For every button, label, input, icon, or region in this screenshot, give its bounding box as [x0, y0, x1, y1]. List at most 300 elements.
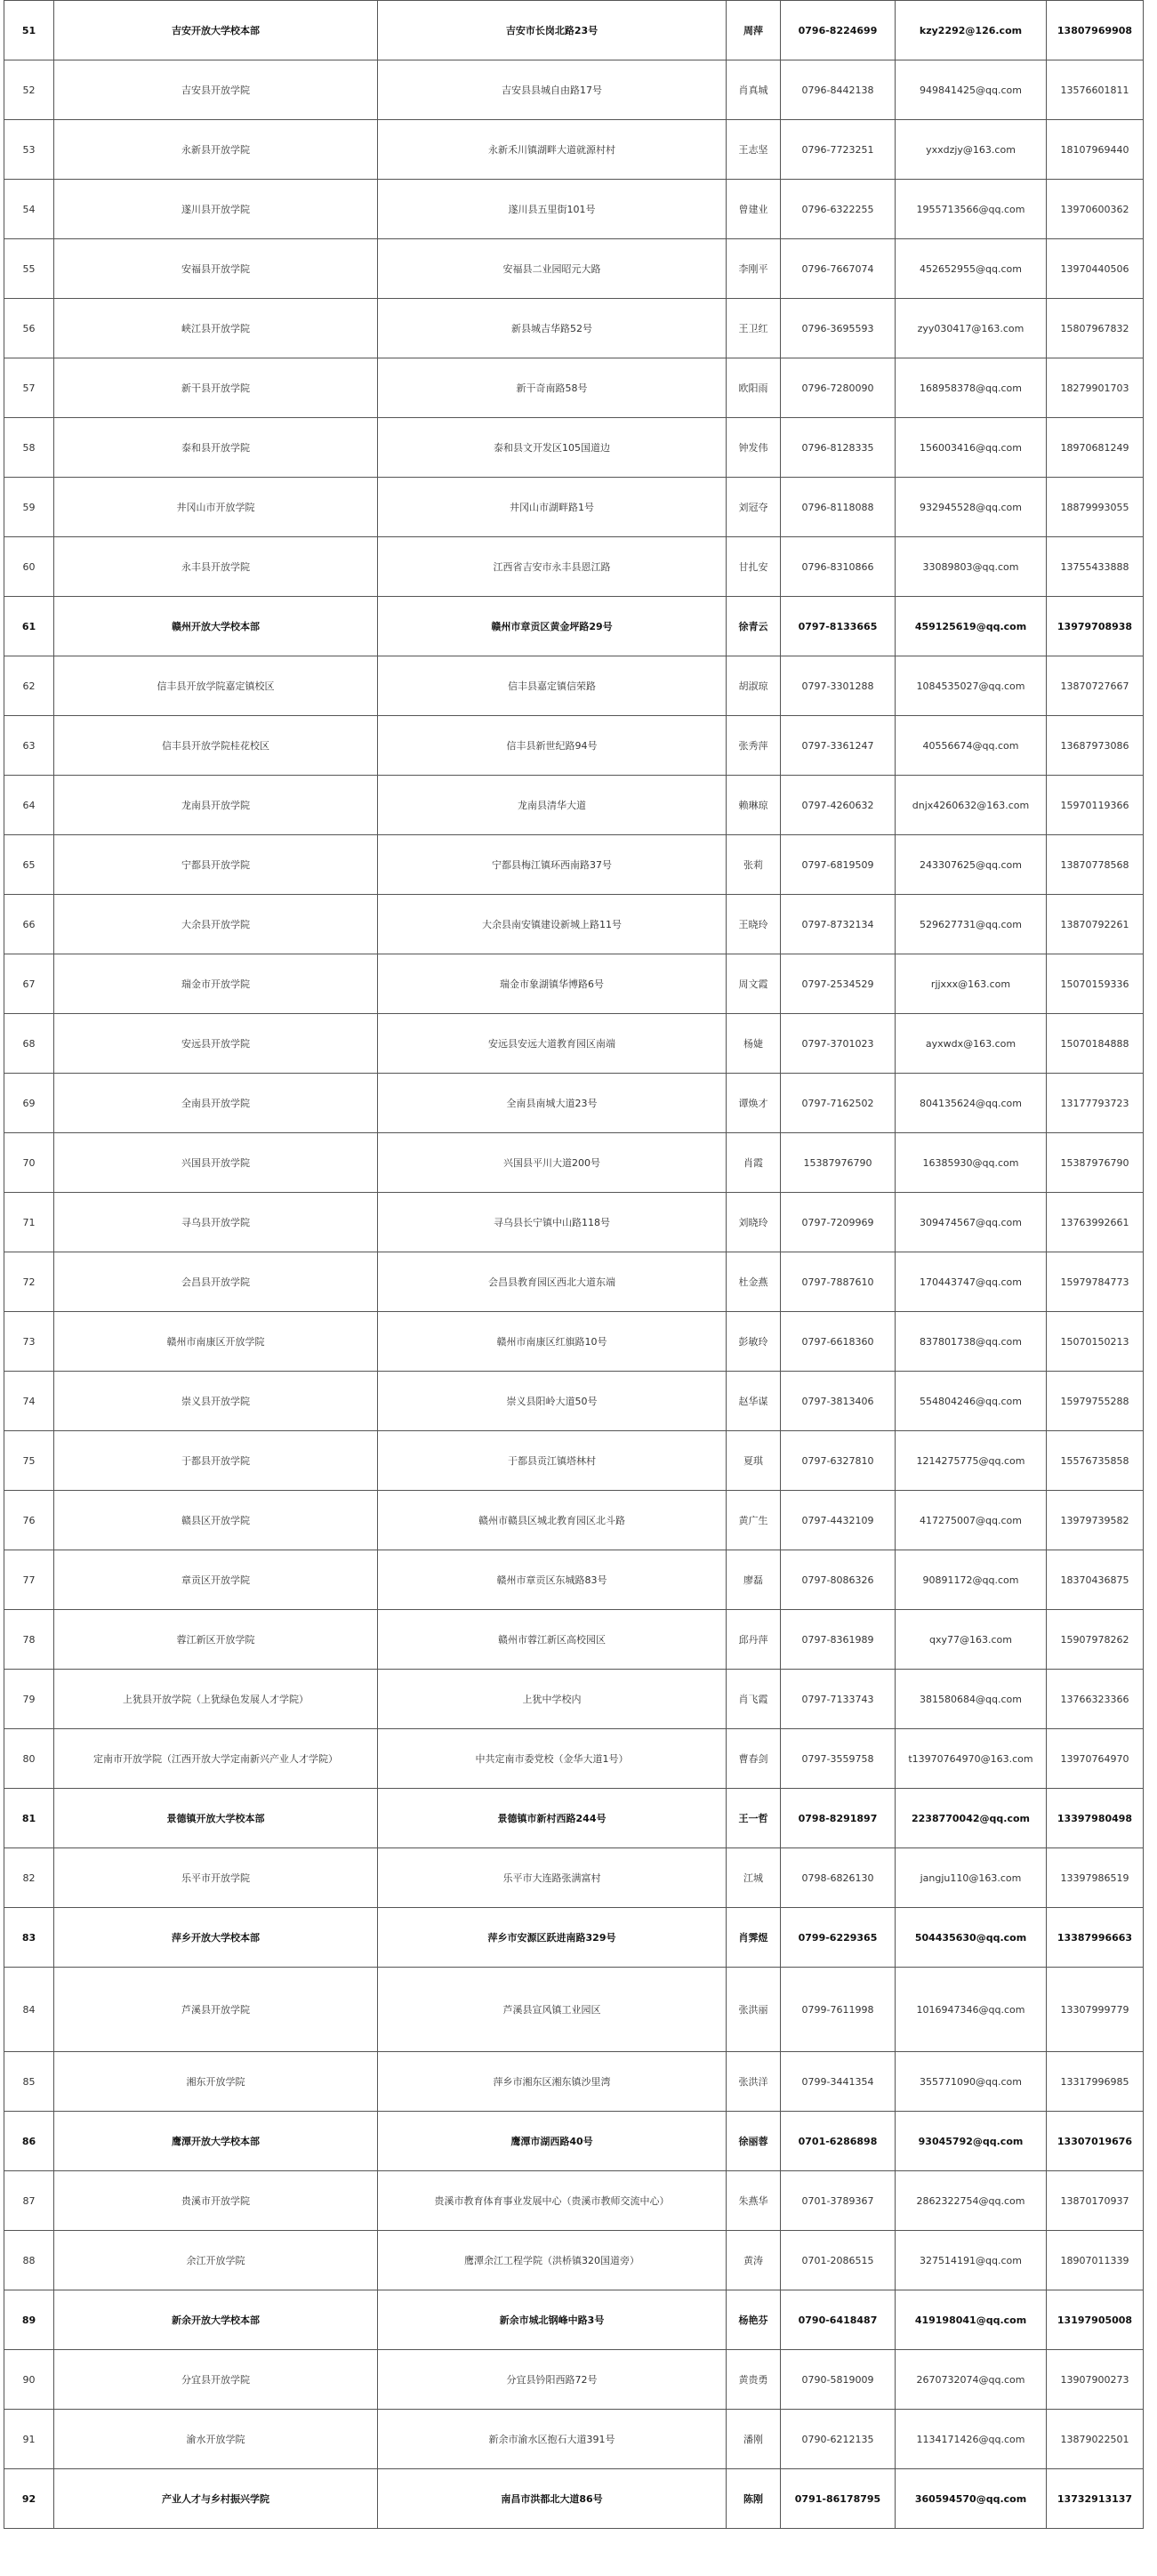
institution-name-cell: 芦溪县开放学院 — [54, 1968, 378, 2052]
email-cell: 1214275775@qq.com — [896, 1431, 1047, 1491]
contact-person-cell: 邱丹萍 — [727, 1610, 781, 1670]
phone-cell: 0797-8732134 — [781, 895, 896, 954]
contact-person-cell: 潘刚 — [727, 2410, 781, 2469]
email-cell: 554804246@qq.com — [896, 1372, 1047, 1431]
mobile-cell: 18907011339 — [1047, 2231, 1144, 2290]
institution-name-cell: 永丰县开放学院 — [54, 537, 378, 597]
mobile-cell: 15576735858 — [1047, 1431, 1144, 1491]
contact-person-cell: 夏琪 — [727, 1431, 781, 1491]
contact-person-cell: 甘扎安 — [727, 537, 781, 597]
phone-cell: 0797-4260632 — [781, 776, 896, 835]
row-number-cell: 80 — [4, 1729, 54, 1789]
email-cell: 309474567@qq.com — [896, 1193, 1047, 1252]
table-row — [4, 2350, 1144, 2410]
mobile-cell: 13807969908 — [1047, 1, 1144, 60]
address-cell: 大余县南安镇建设新城上路11号 — [378, 895, 727, 954]
table-row — [4, 1431, 1144, 1491]
phone-cell: 0799-3441354 — [781, 2052, 896, 2112]
contact-person-cell: 周萍 — [727, 1, 781, 60]
mobile-cell: 13197905008 — [1047, 2290, 1144, 2350]
address-cell: 遂川县五里街101号 — [378, 180, 727, 239]
mobile-cell: 15979784773 — [1047, 1252, 1144, 1312]
mobile-cell: 13576601811 — [1047, 60, 1144, 120]
mobile-cell: 13970600362 — [1047, 180, 1144, 239]
table-row — [4, 1848, 1144, 1908]
address-cell: 萍乡市安源区跃进南路329号 — [378, 1908, 727, 1968]
address-cell: 中共定南市委党校（金华大道1号） — [378, 1729, 727, 1789]
address-cell: 赣州市蓉江新区高校园区 — [378, 1610, 727, 1670]
email-cell: 452652955@qq.com — [896, 239, 1047, 299]
phone-cell: 0797-3701023 — [781, 1014, 896, 1074]
row-number-cell: 71 — [4, 1193, 54, 1252]
institution-name-cell: 湘东开放学院 — [54, 2052, 378, 2112]
institution-name-cell: 峡江县开放学院 — [54, 299, 378, 358]
email-cell: 1134171426@qq.com — [896, 2410, 1047, 2469]
institution-name-cell: 安福县开放学院 — [54, 239, 378, 299]
contact-person-cell: 彭敏玲 — [727, 1312, 781, 1372]
mobile-cell: 13755433888 — [1047, 537, 1144, 597]
contact-person-cell: 肖真城 — [727, 60, 781, 120]
row-number-cell: 74 — [4, 1372, 54, 1431]
table-body — [4, 1, 1144, 2529]
address-cell: 寻乌县长宁镇中山路118号 — [378, 1193, 727, 1252]
email-cell: dnjx4260632@163.com — [896, 776, 1047, 835]
institution-name-cell: 永新县开放学院 — [54, 120, 378, 180]
mobile-cell: 13397980498 — [1047, 1789, 1144, 1848]
mobile-cell: 13970440506 — [1047, 239, 1144, 299]
row-number-cell: 87 — [4, 2171, 54, 2231]
row-number-cell: 73 — [4, 1312, 54, 1372]
mobile-cell: 13870792261 — [1047, 895, 1144, 954]
contact-person-cell: 曾建业 — [727, 180, 781, 239]
phone-cell: 0796-8224699 — [781, 1, 896, 60]
email-cell: 327514191@qq.com — [896, 2231, 1047, 2290]
mobile-cell: 13307999779 — [1047, 1968, 1144, 2052]
mobile-cell: 13879022501 — [1047, 2410, 1144, 2469]
address-cell: 安福县二业园昭元大路 — [378, 239, 727, 299]
phone-cell: 0797-8133665 — [781, 597, 896, 656]
phone-cell: 0797-7887610 — [781, 1252, 896, 1312]
row-number-cell: 88 — [4, 2231, 54, 2290]
contact-person-cell: 张秀萍 — [727, 716, 781, 776]
email-cell: yxxdzjy@163.com — [896, 120, 1047, 180]
address-cell: 吉安县县城自由路17号 — [378, 60, 727, 120]
institution-name-cell: 吉安县开放学院 — [54, 60, 378, 120]
contact-person-cell: 王晓玲 — [727, 895, 781, 954]
row-number-cell: 84 — [4, 1968, 54, 2052]
institution-name-cell: 遂川县开放学院 — [54, 180, 378, 239]
institution-name-cell: 赣州市南康区开放学院 — [54, 1312, 378, 1372]
address-cell: 全南县南城大道23号 — [378, 1074, 727, 1133]
contact-person-cell: 徐丽蓉 — [727, 2112, 781, 2171]
table-row — [4, 1074, 1144, 1133]
mobile-cell: 15070184888 — [1047, 1014, 1144, 1074]
email-cell: rjjxxx@163.com — [896, 954, 1047, 1014]
row-number-cell: 51 — [4, 1, 54, 60]
phone-cell: 0796-8128335 — [781, 418, 896, 478]
contact-person-cell: 杨婕 — [727, 1014, 781, 1074]
mobile-cell: 13763992661 — [1047, 1193, 1144, 1252]
institution-name-cell: 蓉江新区开放学院 — [54, 1610, 378, 1670]
mobile-cell: 13979708938 — [1047, 597, 1144, 656]
mobile-cell: 15387976790 — [1047, 1133, 1144, 1193]
institution-name-cell: 泰和县开放学院 — [54, 418, 378, 478]
row-number-cell: 70 — [4, 1133, 54, 1193]
institution-name-cell: 龙南县开放学院 — [54, 776, 378, 835]
phone-cell: 0797-2534529 — [781, 954, 896, 1014]
email-cell: 360594570@qq.com — [896, 2469, 1047, 2529]
mobile-cell: 13907900273 — [1047, 2350, 1144, 2410]
table-row — [4, 1193, 1144, 1252]
address-cell: 新余市渝水区抱石大道391号 — [378, 2410, 727, 2469]
mobile-cell: 15070150213 — [1047, 1312, 1144, 1372]
institution-name-cell: 寻乌县开放学院 — [54, 1193, 378, 1252]
email-cell: 170443747@qq.com — [896, 1252, 1047, 1312]
mobile-cell: 13970764970 — [1047, 1729, 1144, 1789]
row-number-cell: 60 — [4, 537, 54, 597]
phone-cell: 0797-7133743 — [781, 1670, 896, 1729]
address-cell: 贵溪市教育体育事业发展中心（贵溪市教师交流中心） — [378, 2171, 727, 2231]
institution-name-cell: 鹰潭开放大学校本部 — [54, 2112, 378, 2171]
phone-cell: 0796-8118088 — [781, 478, 896, 537]
email-cell: 459125619@qq.com — [896, 597, 1047, 656]
contact-person-cell: 江城 — [727, 1848, 781, 1908]
table-row — [4, 1729, 1144, 1789]
table-row — [4, 299, 1144, 358]
contact-person-cell: 张莉 — [727, 835, 781, 895]
row-number-cell: 66 — [4, 895, 54, 954]
row-number-cell: 91 — [4, 2410, 54, 2469]
address-cell: 江西省吉安市永丰县恩江路 — [378, 537, 727, 597]
institution-name-cell: 乐平市开放学院 — [54, 1848, 378, 1908]
email-cell: 417275007@qq.com — [896, 1491, 1047, 1550]
contact-person-cell: 黄涛 — [727, 2231, 781, 2290]
phone-cell: 0797-8086326 — [781, 1550, 896, 1610]
row-number-cell: 78 — [4, 1610, 54, 1670]
contact-person-cell: 赵华谋 — [727, 1372, 781, 1431]
address-cell: 赣州市赣县区城北教育园区北斗路 — [378, 1491, 727, 1550]
address-cell: 乐平市大连路张满富村 — [378, 1848, 727, 1908]
contact-person-cell: 刘晓玲 — [727, 1193, 781, 1252]
address-cell: 泰和县文开发区105国道边 — [378, 418, 727, 478]
address-cell: 会昌县教育园区西北大道东端 — [378, 1252, 727, 1312]
row-number-cell: 90 — [4, 2350, 54, 2410]
contact-person-cell: 谭焕才 — [727, 1074, 781, 1133]
row-number-cell: 56 — [4, 299, 54, 358]
address-cell: 景德镇市新村西路244号 — [378, 1789, 727, 1848]
mobile-cell: 13397986519 — [1047, 1848, 1144, 1908]
table-row — [4, 1968, 1144, 2052]
email-cell: 1084535027@qq.com — [896, 656, 1047, 716]
row-number-cell: 53 — [4, 120, 54, 180]
email-cell: 2862322754@qq.com — [896, 2171, 1047, 2231]
table-row — [4, 895, 1144, 954]
address-cell: 龙南县清华大道 — [378, 776, 727, 835]
table-row — [4, 239, 1144, 299]
contact-person-cell: 朱燕华 — [727, 2171, 781, 2231]
table-row — [4, 418, 1144, 478]
table-row — [4, 1550, 1144, 1610]
address-cell: 分宜县钤阳西路72号 — [378, 2350, 727, 2410]
table-row — [4, 2469, 1144, 2529]
row-number-cell: 79 — [4, 1670, 54, 1729]
email-cell: kzy2292@126.com — [896, 1, 1047, 60]
row-number-cell: 57 — [4, 358, 54, 418]
contact-person-cell: 王一哲 — [727, 1789, 781, 1848]
phone-cell: 0797-6327810 — [781, 1431, 896, 1491]
address-cell: 萍乡市湘东区湘东镇沙里湾 — [378, 2052, 727, 2112]
email-cell: 2670732074@qq.com — [896, 2350, 1047, 2410]
row-number-cell: 69 — [4, 1074, 54, 1133]
table-row — [4, 597, 1144, 656]
mobile-cell: 13387996663 — [1047, 1908, 1144, 1968]
institution-name-cell: 会昌县开放学院 — [54, 1252, 378, 1312]
table-row — [4, 60, 1144, 120]
institution-name-cell: 大余县开放学院 — [54, 895, 378, 954]
table-row — [4, 776, 1144, 835]
mobile-cell: 18107969440 — [1047, 120, 1144, 180]
table-row — [4, 835, 1144, 895]
mobile-cell: 13870727667 — [1047, 656, 1144, 716]
row-number-cell: 89 — [4, 2290, 54, 2350]
table-row — [4, 1610, 1144, 1670]
contact-person-cell: 黄广生 — [727, 1491, 781, 1550]
email-cell: 1016947346@qq.com — [896, 1968, 1047, 2052]
email-cell: 932945528@qq.com — [896, 478, 1047, 537]
phone-cell: 0790-6418487 — [781, 2290, 896, 2350]
institution-name-cell: 贵溪市开放学院 — [54, 2171, 378, 2231]
institution-name-cell: 新余开放大学校本部 — [54, 2290, 378, 2350]
phone-cell: 0797-3813406 — [781, 1372, 896, 1431]
contact-person-cell: 胡淑琼 — [727, 656, 781, 716]
phone-cell: 0797-3361247 — [781, 716, 896, 776]
mobile-cell: 18279901703 — [1047, 358, 1144, 418]
institution-name-cell: 景德镇开放大学校本部 — [54, 1789, 378, 1848]
phone-cell: 0797-6819509 — [781, 835, 896, 895]
table-row — [4, 954, 1144, 1014]
email-cell: jangju110@163.com — [896, 1848, 1047, 1908]
address-cell: 鹰潭市湖西路40号 — [378, 2112, 727, 2171]
address-cell: 上犹中学校内 — [378, 1670, 727, 1729]
address-cell: 崇义县阳岭大道50号 — [378, 1372, 727, 1431]
row-number-cell: 81 — [4, 1789, 54, 1848]
row-number-cell: 52 — [4, 60, 54, 120]
row-number-cell: 61 — [4, 597, 54, 656]
institution-name-cell: 定南市开放学院（江西开放大学定南新兴产业人才学院） — [54, 1729, 378, 1789]
institution-name-cell: 安远县开放学院 — [54, 1014, 378, 1074]
row-number-cell: 85 — [4, 2052, 54, 2112]
table-row — [4, 2290, 1144, 2350]
contact-person-cell: 李刚平 — [727, 239, 781, 299]
email-cell: zyy030417@163.com — [896, 299, 1047, 358]
contact-person-cell: 刘冠夺 — [727, 478, 781, 537]
contact-person-cell: 廖磊 — [727, 1550, 781, 1610]
phone-cell: 0796-6322255 — [781, 180, 896, 239]
address-cell: 吉安市长岗北路23号 — [378, 1, 727, 60]
row-number-cell: 63 — [4, 716, 54, 776]
mobile-cell: 18370436875 — [1047, 1550, 1144, 1610]
contact-person-cell: 肖霁煜 — [727, 1908, 781, 1968]
contact-person-cell: 张洪丽 — [727, 1968, 781, 2052]
email-cell: ayxwdx@163.com — [896, 1014, 1047, 1074]
row-number-cell: 77 — [4, 1550, 54, 1610]
mobile-cell: 15907978262 — [1047, 1610, 1144, 1670]
email-cell: 16385930@qq.com — [896, 1133, 1047, 1193]
mobile-cell: 15970119366 — [1047, 776, 1144, 835]
contact-person-cell: 肖霞 — [727, 1133, 781, 1193]
email-cell: 2238770042@qq.com — [896, 1789, 1047, 1848]
email-cell: 1955713566@qq.com — [896, 180, 1047, 239]
institution-name-cell: 吉安开放大学校本部 — [54, 1, 378, 60]
address-cell: 于都县贡江镇塔林村 — [378, 1431, 727, 1491]
email-cell: 381580684@qq.com — [896, 1670, 1047, 1729]
phone-cell: 0797-7162502 — [781, 1074, 896, 1133]
address-cell: 新余市城北钢峰中路3号 — [378, 2290, 727, 2350]
mobile-cell: 13307019676 — [1047, 2112, 1144, 2171]
institution-name-cell: 信丰县开放学院桂花校区 — [54, 716, 378, 776]
row-number-cell: 55 — [4, 239, 54, 299]
table-row — [4, 2231, 1144, 2290]
phone-cell: 0797-8361989 — [781, 1610, 896, 1670]
institution-name-cell: 余江开放学院 — [54, 2231, 378, 2290]
mobile-cell: 18970681249 — [1047, 418, 1144, 478]
email-cell: 949841425@qq.com — [896, 60, 1047, 120]
phone-cell: 0796-7280090 — [781, 358, 896, 418]
table-row — [4, 478, 1144, 537]
contact-person-cell: 陈刚 — [727, 2469, 781, 2529]
phone-cell: 0796-8442138 — [781, 60, 896, 120]
table-row — [4, 2112, 1144, 2171]
email-cell: 90891172@qq.com — [896, 1550, 1047, 1610]
email-cell: 804135624@qq.com — [896, 1074, 1047, 1133]
contact-person-cell: 徐青云 — [727, 597, 781, 656]
phone-cell: 0701-2086515 — [781, 2231, 896, 2290]
institution-name-cell: 宁都县开放学院 — [54, 835, 378, 895]
institution-name-cell: 全南县开放学院 — [54, 1074, 378, 1133]
table-row — [4, 1372, 1144, 1431]
phone-cell: 0797-6618360 — [781, 1312, 896, 1372]
row-number-cell: 75 — [4, 1431, 54, 1491]
table-row — [4, 180, 1144, 239]
email-cell: 93045792@qq.com — [896, 2112, 1047, 2171]
contact-person-cell: 黄贵勇 — [727, 2350, 781, 2410]
contact-person-cell: 周文霞 — [727, 954, 781, 1014]
institution-name-cell: 产业人才与乡村振兴学院 — [54, 2469, 378, 2529]
institution-name-cell: 赣县区开放学院 — [54, 1491, 378, 1550]
institution-name-cell: 章贡区开放学院 — [54, 1550, 378, 1610]
mobile-cell: 15979755288 — [1047, 1372, 1144, 1431]
row-number-cell: 82 — [4, 1848, 54, 1908]
row-number-cell: 54 — [4, 180, 54, 239]
row-number-cell: 86 — [4, 2112, 54, 2171]
phone-cell: 0790-6212135 — [781, 2410, 896, 2469]
address-cell: 宁都县梅江镇环西南路37号 — [378, 835, 727, 895]
row-number-cell: 62 — [4, 656, 54, 716]
address-cell: 赣州市章贡区东城路83号 — [378, 1550, 727, 1610]
email-cell: t13970764970@163.com — [896, 1729, 1047, 1789]
phone-cell: 0790-5819009 — [781, 2350, 896, 2410]
contact-person-cell: 欧阳雨 — [727, 358, 781, 418]
row-number-cell: 92 — [4, 2469, 54, 2529]
address-cell: 信丰县新世纪路94号 — [378, 716, 727, 776]
mobile-cell: 13732913137 — [1047, 2469, 1144, 2529]
contact-table — [4, 0, 1144, 2529]
mobile-cell: 18879993055 — [1047, 478, 1144, 537]
table-row — [4, 1491, 1144, 1550]
phone-cell: 0796-8310866 — [781, 537, 896, 597]
institution-name-cell: 井冈山市开放学院 — [54, 478, 378, 537]
address-cell: 鹰潭余江工程学院（洪桥镇320国道旁） — [378, 2231, 727, 2290]
email-cell: 419198041@qq.com — [896, 2290, 1047, 2350]
table-row — [4, 1312, 1144, 1372]
address-cell: 井冈山市湖畔路1号 — [378, 478, 727, 537]
mobile-cell: 13870778568 — [1047, 835, 1144, 895]
address-cell: 新干奇南路58号 — [378, 358, 727, 418]
address-cell: 南昌市洪都北大道86号 — [378, 2469, 727, 2529]
row-number-cell: 83 — [4, 1908, 54, 1968]
email-cell: 504435630@qq.com — [896, 1908, 1047, 1968]
table-row — [4, 1252, 1144, 1312]
email-cell: 40556674@qq.com — [896, 716, 1047, 776]
address-cell: 芦溪县宣风镇工业园区 — [378, 1968, 727, 2052]
table-row — [4, 2410, 1144, 2469]
email-cell: 33089803@qq.com — [896, 537, 1047, 597]
phone-cell: 0798-6826130 — [781, 1848, 896, 1908]
table-row — [4, 656, 1144, 716]
table-row — [4, 1789, 1144, 1848]
address-cell: 永新禾川镇湖畔大道就源村村 — [378, 120, 727, 180]
phone-cell: 0797-7209969 — [781, 1193, 896, 1252]
row-number-cell: 72 — [4, 1252, 54, 1312]
table-row — [4, 120, 1144, 180]
address-cell: 信丰县嘉定镇信荣路 — [378, 656, 727, 716]
phone-cell: 0797-4432109 — [781, 1491, 896, 1550]
phone-cell: 0797-3301288 — [781, 656, 896, 716]
email-cell: qxy77@163.com — [896, 1610, 1047, 1670]
phone-cell: 0791-86178795 — [781, 2469, 896, 2529]
contact-person-cell: 王卫红 — [727, 299, 781, 358]
email-cell: 355771090@qq.com — [896, 2052, 1047, 2112]
row-number-cell: 59 — [4, 478, 54, 537]
phone-cell: 0796-3695593 — [781, 299, 896, 358]
phone-cell: 0798-8291897 — [781, 1789, 896, 1848]
row-number-cell: 76 — [4, 1491, 54, 1550]
institution-name-cell: 于都县开放学院 — [54, 1431, 378, 1491]
email-cell: 156003416@qq.com — [896, 418, 1047, 478]
table-row — [4, 1133, 1144, 1193]
institution-name-cell: 萍乡开放大学校本部 — [54, 1908, 378, 1968]
mobile-cell: 13870170937 — [1047, 2171, 1144, 2231]
email-cell: 837801738@qq.com — [896, 1312, 1047, 1372]
phone-cell: 15387976790 — [781, 1133, 896, 1193]
phone-cell: 0799-6229365 — [781, 1908, 896, 1968]
mobile-cell: 13177793723 — [1047, 1074, 1144, 1133]
institution-name-cell: 瑞金市开放学院 — [54, 954, 378, 1014]
institution-name-cell: 新干县开放学院 — [54, 358, 378, 418]
address-cell: 新县城吉华路52号 — [378, 299, 727, 358]
contact-person-cell: 王志坚 — [727, 120, 781, 180]
address-cell: 瑞金市象湖镇华博路6号 — [378, 954, 727, 1014]
institution-name-cell: 上犹县开放学院（上犹绿色发展人才学院） — [54, 1670, 378, 1729]
contact-person-cell: 赖琳琼 — [727, 776, 781, 835]
contact-person-cell: 肖飞霞 — [727, 1670, 781, 1729]
email-cell: 243307625@qq.com — [896, 835, 1047, 895]
row-number-cell: 64 — [4, 776, 54, 835]
phone-cell: 0701-6286898 — [781, 2112, 896, 2171]
mobile-cell: 13766323366 — [1047, 1670, 1144, 1729]
table-row — [4, 1670, 1144, 1729]
table-row — [4, 358, 1144, 418]
